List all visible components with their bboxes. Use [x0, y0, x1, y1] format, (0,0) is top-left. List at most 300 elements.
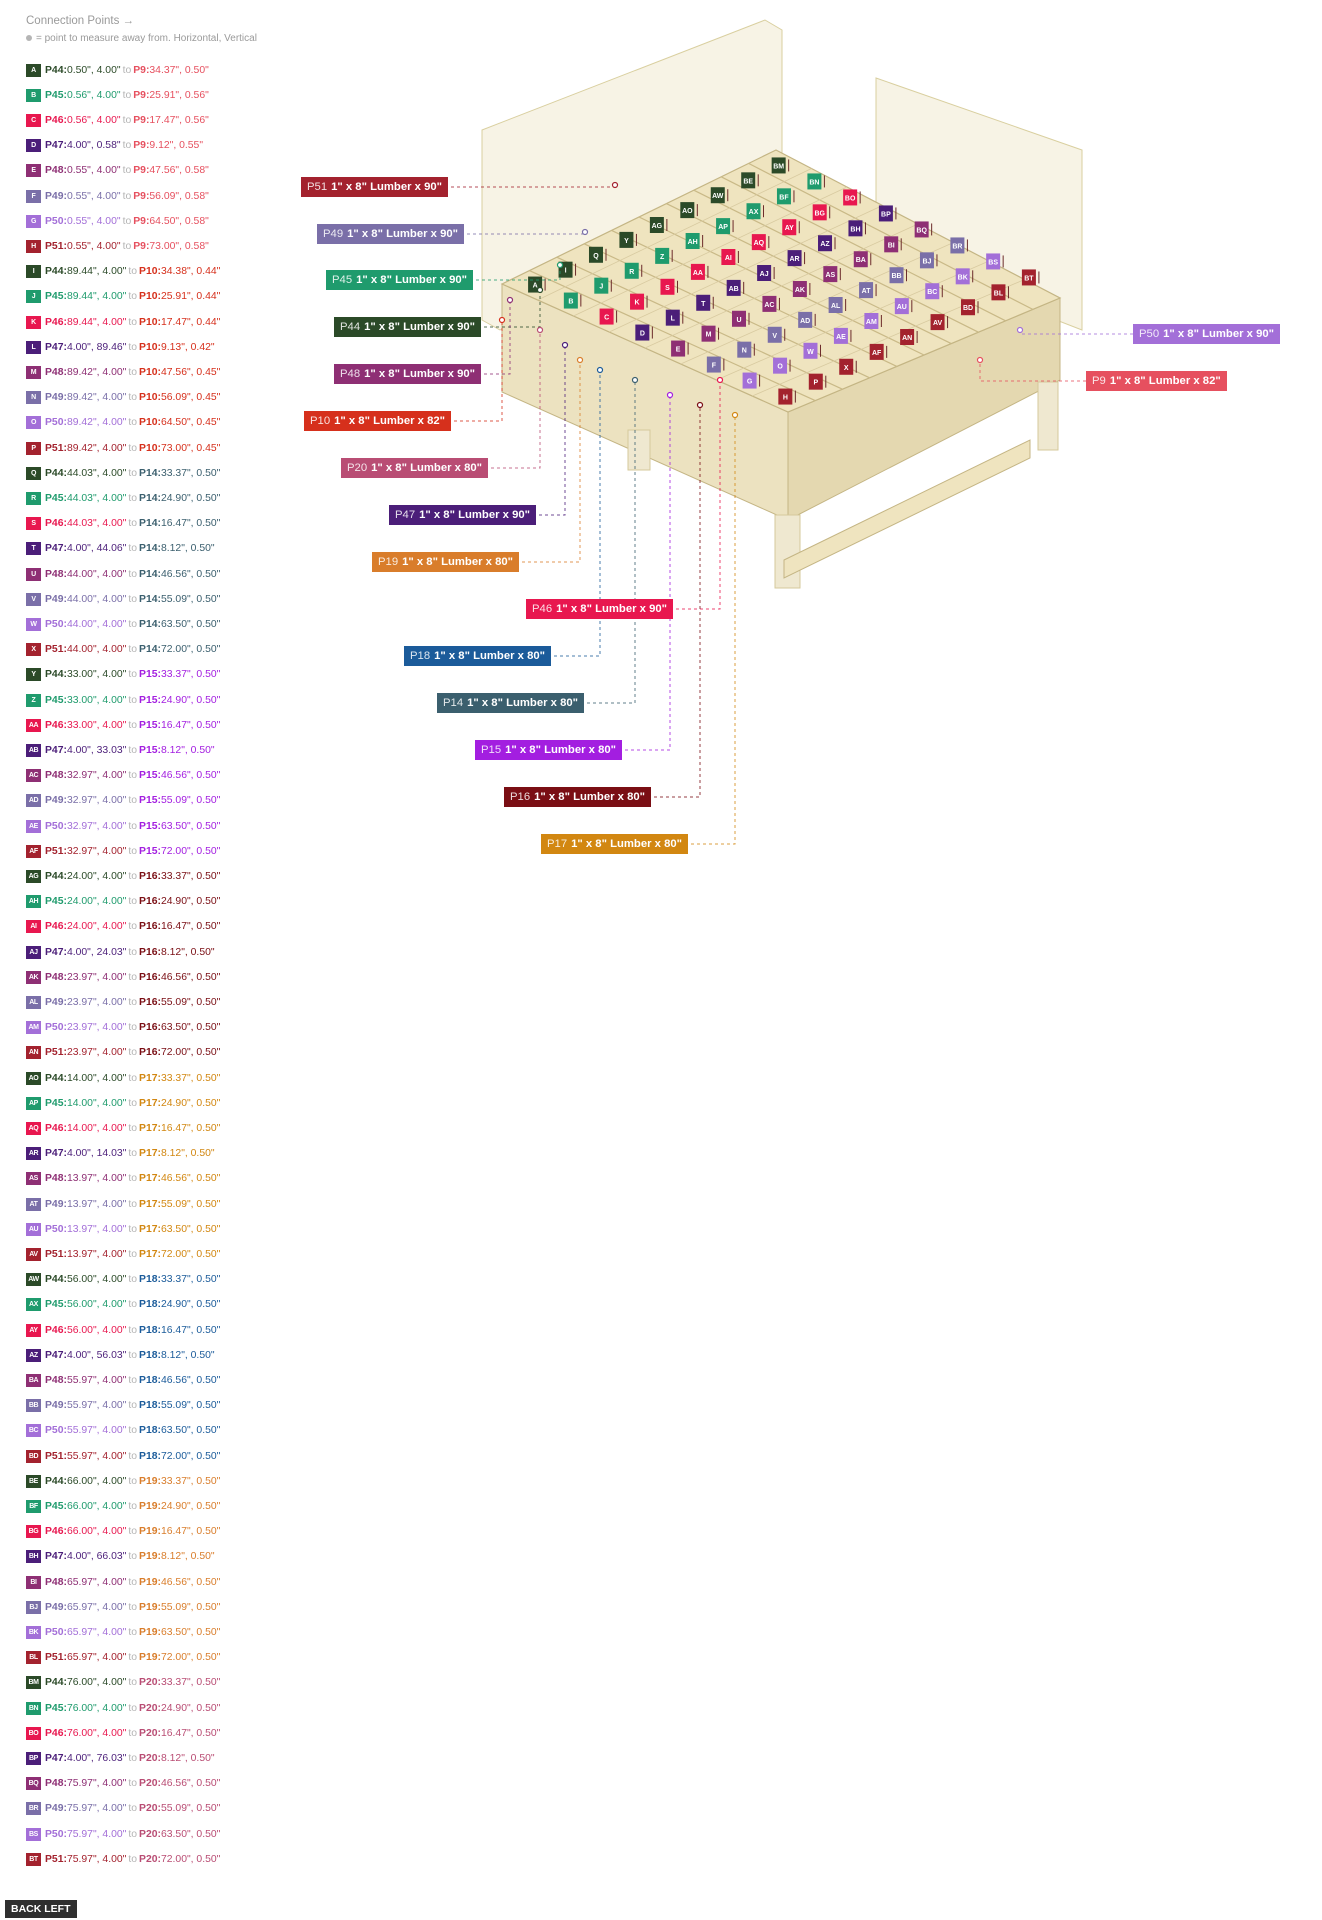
from-part: P48: — [45, 1576, 67, 1588]
from-value: 66.00", 4.00" — [66, 1526, 127, 1538]
to-word: to — [128, 1853, 138, 1865]
marker-label: AP — [718, 224, 728, 232]
to-part: P14: — [139, 492, 161, 504]
marker-label: AD — [800, 317, 811, 325]
from-value: 44.00", 4.00" — [66, 644, 127, 656]
to-part: P16: — [139, 921, 161, 933]
to-part: P15: — [139, 795, 161, 807]
from-part: P51: — [45, 1248, 67, 1260]
to-word: to — [128, 1400, 138, 1412]
to-word: to — [128, 1198, 138, 1210]
marker-label: AB — [728, 285, 739, 293]
from-part: P46: — [45, 921, 67, 933]
marker-label: AY — [784, 225, 794, 233]
to-word: to — [128, 1223, 138, 1235]
to-word: to — [128, 770, 138, 782]
to-word: to — [128, 1702, 138, 1714]
to-part: P20: — [139, 1803, 161, 1815]
to-value: 63.50", 0.50" — [160, 618, 221, 630]
page-title: Connection Points → — [26, 15, 135, 27]
marker-label: BA — [855, 257, 866, 265]
part-desc: 1" x 8" Lumber x 80" — [534, 791, 645, 803]
from-part: P47: — [45, 1349, 67, 1361]
marker-label: T — [701, 300, 706, 308]
from-value: 24.00", 4.00" — [66, 896, 127, 908]
from-value: 23.97", 4.00" — [66, 1047, 127, 1059]
connection-badge: AT — [26, 1198, 41, 1211]
from-value: 4.00", 89.46" — [66, 341, 127, 353]
to-part: P16: — [139, 870, 161, 882]
from-value: 4.00", 0.58" — [66, 140, 121, 152]
to-part: P19: — [139, 1500, 161, 1512]
from-part: P44: — [45, 669, 67, 681]
marker-label: AH — [687, 239, 698, 246]
connection-badge: BN — [26, 1702, 41, 1715]
from-part: P45: — [45, 492, 67, 504]
from-value: 44.03", 4.00" — [66, 518, 127, 530]
to-word: to — [128, 1097, 138, 1109]
part-id: P50 — [1139, 328, 1160, 340]
from-part: P51: — [45, 845, 67, 857]
part-desc: 1" x 8" Lumber x 82" — [1109, 375, 1221, 387]
from-value: 89.42", 4.00" — [66, 392, 127, 404]
part-id: P14 — [443, 697, 464, 709]
to-word: to — [128, 1526, 138, 1538]
to-part: P20: — [139, 1752, 161, 1764]
from-part: P48: — [45, 1778, 67, 1790]
connection-badge: BA — [26, 1374, 41, 1387]
connection-badge: AS — [26, 1172, 41, 1185]
part-label-p20 — [341, 458, 488, 478]
marker-label: AS — [825, 272, 836, 280]
to-value: 55.09", 0.50" — [160, 1400, 221, 1412]
part-desc: 1" x 8" Lumber x 80" — [505, 744, 616, 756]
from-value: 23.97", 4.00" — [66, 1022, 127, 1034]
from-value: 89.44", 4.00" — [66, 291, 127, 303]
connection-badge: AB — [26, 744, 41, 757]
connection-badge: BF — [26, 1500, 41, 1513]
part-label-p10 — [304, 411, 451, 431]
legend-note-text: = point to measure away from. Horizontal, Vertical — [36, 33, 257, 44]
to-value: 55.09", 0.50" — [160, 1601, 221, 1613]
to-word: to — [128, 694, 138, 706]
from-part: P44: — [45, 1274, 67, 1286]
connection-badge: AJ — [26, 946, 41, 959]
connection-badge: BM — [26, 1676, 41, 1689]
from-part: P46: — [45, 1526, 67, 1538]
marker-label: Y — [624, 237, 629, 245]
to-word: to — [128, 341, 138, 353]
marker-label: AN — [902, 335, 913, 342]
connection-badge: AU — [26, 1223, 41, 1236]
marker-label: BN — [809, 179, 820, 187]
connection-badge: K — [26, 316, 41, 329]
part-label-p48 — [334, 364, 481, 384]
marker-label: M — [705, 331, 712, 339]
connection-badge: AN — [26, 1046, 41, 1059]
marker-label: BT — [1024, 275, 1034, 283]
from-value: 89.42", 4.00" — [66, 442, 127, 454]
from-part: P46: — [45, 114, 67, 126]
from-value: 56.00", 4.00" — [66, 1299, 127, 1311]
part-label-p9 — [1086, 371, 1227, 391]
from-value: 44.03", 4.00" — [66, 492, 127, 504]
from-part: P51: — [45, 442, 67, 454]
connection-badge: BP — [26, 1752, 41, 1765]
connection-badge: A — [26, 64, 41, 77]
to-part: P10: — [139, 316, 161, 328]
to-value: 46.56", 0.50" — [160, 1778, 221, 1790]
marker-label: AI — [724, 255, 732, 262]
to-word: to — [128, 1803, 138, 1815]
to-word: to — [128, 870, 138, 882]
part-label-p15 — [475, 740, 622, 760]
marker-label: BI — [887, 242, 895, 250]
to-value: 8.12", 0.50" — [160, 744, 215, 756]
to-value: 46.56", 0.50" — [160, 1173, 221, 1185]
part-desc: 1" x 8" Lumber x 90" — [331, 181, 442, 193]
from-part: P51: — [45, 644, 67, 656]
from-value: 89.42", 4.00" — [66, 417, 127, 429]
to-part: P20: — [139, 1702, 161, 1714]
to-word: to — [122, 165, 132, 177]
to-part: P9: — [133, 64, 150, 76]
part-id: P15 — [481, 744, 502, 756]
to-word: to — [128, 996, 138, 1008]
part-desc: 1" x 8" Lumber x 82" — [334, 415, 445, 427]
connection-badge: I — [26, 265, 41, 278]
to-word: to — [128, 543, 138, 555]
part-id: P16 — [510, 791, 531, 803]
marker-label: P — [813, 379, 819, 387]
part-label-p17 — [541, 834, 688, 854]
to-value: 55.09", 0.50" — [160, 593, 221, 605]
to-value: 63.50", 0.50" — [160, 1425, 221, 1437]
to-word: to — [128, 644, 138, 656]
to-value: 46.56", 0.50" — [160, 1576, 221, 1588]
to-value: 63.50", 0.50" — [160, 820, 221, 832]
to-word: to — [128, 1626, 138, 1638]
marker-label: AV — [932, 320, 943, 328]
connection-badge: AG — [26, 870, 41, 883]
from-part: P44: — [45, 1475, 67, 1487]
to-value: 24.90", 0.50" — [160, 896, 221, 908]
from-part: P50: — [45, 1022, 67, 1034]
to-word: to — [128, 795, 138, 807]
marker-label: BG — [814, 210, 825, 218]
from-part: P48: — [45, 971, 67, 983]
connection-badge: BH — [26, 1550, 41, 1563]
anchor-dot — [508, 298, 513, 303]
to-part: P14: — [139, 543, 161, 555]
connection-badge: P — [26, 442, 41, 455]
to-word: to — [122, 140, 132, 152]
to-word: to — [122, 114, 132, 126]
from-value: 32.97", 4.00" — [66, 770, 127, 782]
connection-badge: AL — [26, 996, 41, 1009]
marker-label: AU — [896, 304, 907, 312]
to-part: P15: — [139, 770, 161, 782]
from-part: P45: — [45, 1500, 67, 1512]
from-part: P51: — [45, 1450, 67, 1462]
marker-label: BF — [779, 194, 789, 202]
part-label-p19 — [372, 552, 519, 572]
to-value: 8.12", 0.50" — [160, 1551, 215, 1563]
to-part: P17: — [139, 1072, 161, 1084]
to-word: to — [128, 593, 138, 605]
anchor-dot — [578, 358, 583, 363]
from-part: P47: — [45, 341, 67, 353]
from-value: 44.00", 4.00" — [66, 593, 127, 605]
part-desc: 1" x 8" Lumber x 80" — [571, 838, 682, 850]
from-value: 4.00", 14.03" — [66, 1148, 127, 1160]
from-value: 4.00", 24.03" — [66, 946, 127, 958]
from-part: P44: — [45, 467, 67, 479]
part-label-p16 — [504, 787, 651, 807]
connection-badge: AM — [26, 1021, 41, 1034]
to-part: P14: — [139, 568, 161, 580]
connection-badge: BB — [26, 1399, 41, 1412]
from-value: 76.00", 4.00" — [66, 1727, 127, 1739]
to-word: to — [128, 392, 138, 404]
to-value: 8.12", 0.50" — [160, 1148, 215, 1160]
to-value: 24.90", 0.50" — [160, 1299, 221, 1311]
anchor-dot — [978, 358, 983, 363]
connection-badge: AR — [26, 1147, 41, 1160]
connection-badge: AD — [26, 794, 41, 807]
marker-label: AM — [865, 319, 877, 326]
marker-label: BQ — [916, 227, 927, 235]
from-value: 55.97", 4.00" — [66, 1425, 127, 1437]
to-part: P20: — [139, 1828, 161, 1840]
connection-badge: W — [26, 618, 41, 631]
from-part: P47: — [45, 946, 67, 958]
connection-badge: BR — [26, 1802, 41, 1815]
marker-label: F — [711, 362, 716, 370]
marker-label: BJ — [922, 258, 932, 266]
part-desc: 1" x 8" Lumber x 90" — [364, 321, 475, 333]
connection-badge: T — [26, 542, 41, 555]
to-part: P16: — [139, 1022, 161, 1034]
connection-badge: C — [26, 114, 41, 127]
to-value: 33.37", 0.50" — [160, 467, 221, 479]
connection-badge: D — [26, 139, 41, 152]
to-value: 33.37", 0.50" — [160, 1072, 221, 1084]
from-part: P51: — [45, 240, 67, 252]
from-value: 32.97", 4.00" — [66, 820, 127, 832]
to-word: to — [128, 1248, 138, 1260]
from-part: P48: — [45, 770, 67, 782]
to-part: P20: — [139, 1677, 161, 1689]
part-desc: 1" x 8" Lumber x 80" — [434, 650, 545, 662]
from-value: 0.55", 4.00" — [66, 215, 121, 227]
to-part: P19: — [139, 1526, 161, 1538]
to-word: to — [128, 719, 138, 731]
from-part: P45: — [45, 694, 67, 706]
anchor-dot — [538, 288, 543, 293]
part-id: P48 — [340, 368, 361, 380]
to-part: P19: — [139, 1551, 161, 1563]
to-part: P14: — [139, 467, 161, 479]
to-part: P18: — [139, 1299, 161, 1311]
from-part: P49: — [45, 1198, 67, 1210]
to-word: to — [128, 1022, 138, 1034]
to-part: P10: — [139, 266, 161, 278]
to-word: to — [128, 1425, 138, 1437]
from-value: 13.97", 4.00" — [66, 1223, 127, 1235]
from-value: 24.00", 4.00" — [66, 870, 127, 882]
from-value: 4.00", 33.03" — [66, 744, 127, 756]
marker-label: BE — [743, 178, 754, 186]
part-id: P51 — [307, 181, 328, 193]
to-part: P10: — [139, 392, 161, 404]
anchor-dot — [718, 378, 723, 383]
connection-badge: AH — [26, 895, 41, 908]
to-value: 16.47", 0.50" — [160, 1727, 221, 1739]
from-value: 89.44", 4.00" — [66, 316, 127, 328]
to-word: to — [128, 845, 138, 857]
from-part: P50: — [45, 1223, 67, 1235]
to-part: P14: — [139, 593, 161, 605]
marker-label: AZ — [820, 241, 830, 249]
marker-label: G — [746, 378, 753, 386]
connection-badge: AE — [26, 820, 41, 833]
to-word: to — [128, 1727, 138, 1739]
from-value: 55.97", 4.00" — [66, 1400, 127, 1412]
back-left-view-button[interactable]: BACK LEFT — [5, 1900, 77, 1918]
to-value: 16.47", 0.50" — [160, 518, 221, 530]
to-value: 63.50", 0.50" — [160, 1626, 221, 1638]
from-value: 13.97", 4.00" — [66, 1198, 127, 1210]
part-desc: 1" x 8" Lumber x 80" — [402, 556, 513, 568]
marker-label: W — [807, 348, 814, 356]
marker-label: AK — [794, 287, 805, 294]
from-value: 75.97", 4.00" — [66, 1778, 127, 1790]
to-value: 73.00", 0.45" — [160, 442, 221, 454]
from-part: P49: — [45, 190, 67, 202]
anchor-dot — [698, 403, 703, 408]
from-value: 13.97", 4.00" — [66, 1248, 127, 1260]
from-part: P47: — [45, 543, 67, 555]
to-part: P18: — [139, 1425, 161, 1437]
to-word: to — [128, 946, 138, 958]
to-value: 33.37", 0.50" — [160, 669, 221, 681]
to-part: P17: — [139, 1148, 161, 1160]
from-part: P49: — [45, 1601, 67, 1613]
connection-badge: BD — [26, 1450, 41, 1463]
to-word: to — [128, 1148, 138, 1160]
to-part: P9: — [133, 140, 150, 152]
to-word: to — [128, 820, 138, 832]
marker-label: AL — [830, 303, 841, 310]
to-word: to — [128, 1677, 138, 1689]
to-value: 73.00", 0.58" — [149, 240, 209, 252]
to-word: to — [128, 366, 138, 378]
to-value: 8.12", 0.50" — [160, 543, 215, 555]
to-word: to — [128, 1500, 138, 1512]
from-part: P46: — [45, 1727, 67, 1739]
from-part: P47: — [45, 140, 67, 152]
to-part: P19: — [139, 1576, 161, 1588]
to-word: to — [128, 921, 138, 933]
from-value: 65.97", 4.00" — [66, 1626, 127, 1638]
part-desc: 1" x 8" Lumber x 90" — [419, 509, 530, 521]
to-value: 34.38", 0.44" — [160, 266, 221, 278]
from-part: P49: — [45, 593, 67, 605]
from-part: P48: — [45, 568, 67, 580]
to-word: to — [128, 1173, 138, 1185]
from-value: 4.00", 44.06" — [66, 543, 127, 555]
from-part: P49: — [45, 1803, 67, 1815]
marker-label: AQ — [753, 240, 765, 248]
from-part: P49: — [45, 392, 67, 404]
part-id: P44 — [340, 321, 361, 333]
to-value: 24.90", 0.50" — [160, 1097, 221, 1109]
to-word: to — [128, 1828, 138, 1840]
marker-label: R — [629, 268, 635, 276]
to-value: 34.37", 0.50" — [149, 64, 209, 76]
from-value: 0.56", 4.00" — [66, 114, 121, 126]
to-part: P17: — [139, 1097, 161, 1109]
connection-badge: AW — [26, 1273, 41, 1286]
to-part: P9: — [133, 240, 150, 252]
from-value: 65.97", 4.00" — [66, 1601, 127, 1613]
from-part: P44: — [45, 1072, 67, 1084]
to-word: to — [128, 1122, 138, 1134]
to-part: P19: — [139, 1626, 161, 1638]
marker-label: A — [532, 282, 538, 290]
part-label-p44 — [334, 317, 481, 337]
part-id: P20 — [347, 462, 368, 474]
to-word: to — [128, 1299, 138, 1311]
to-part: P17: — [139, 1248, 161, 1260]
to-value: 33.37", 0.50" — [160, 1475, 221, 1487]
anchor-dot — [563, 343, 568, 348]
to-value: 33.37", 0.50" — [160, 1677, 221, 1689]
to-value: 33.37", 0.50" — [160, 1274, 221, 1286]
to-part: P15: — [139, 744, 161, 756]
connection-badge: L — [26, 341, 41, 354]
connection-badge: N — [26, 391, 41, 404]
to-value: 63.50", 0.50" — [160, 1828, 221, 1840]
to-part: P14: — [139, 618, 161, 630]
from-value: 75.97", 4.00" — [66, 1853, 127, 1865]
to-part: P15: — [139, 669, 161, 681]
part-id: P47 — [395, 509, 416, 521]
from-value: 24.00", 4.00" — [66, 921, 127, 933]
to-value: 16.47", 0.50" — [160, 1526, 221, 1538]
to-part: P18: — [139, 1324, 161, 1336]
connection-badge: AA — [26, 719, 41, 732]
to-part: P17: — [139, 1122, 161, 1134]
to-word: to — [122, 240, 132, 252]
from-part: P45: — [45, 896, 67, 908]
to-value: 46.56", 0.50" — [160, 1374, 221, 1386]
to-part: P15: — [139, 694, 161, 706]
marker-label: S — [665, 284, 670, 292]
to-word: to — [128, 442, 138, 454]
to-value: 8.12", 0.50" — [160, 946, 215, 958]
to-part: P9: — [133, 114, 150, 126]
to-value: 72.00", 0.50" — [160, 1248, 221, 1260]
to-value: 33.37", 0.50" — [160, 870, 221, 882]
to-word: to — [128, 316, 138, 328]
from-part: P51: — [45, 1853, 67, 1865]
to-part: P10: — [139, 417, 161, 429]
to-value: 24.90", 0.50" — [160, 694, 221, 706]
from-value: 75.97", 4.00" — [66, 1828, 127, 1840]
marker-label: AO — [682, 208, 693, 216]
